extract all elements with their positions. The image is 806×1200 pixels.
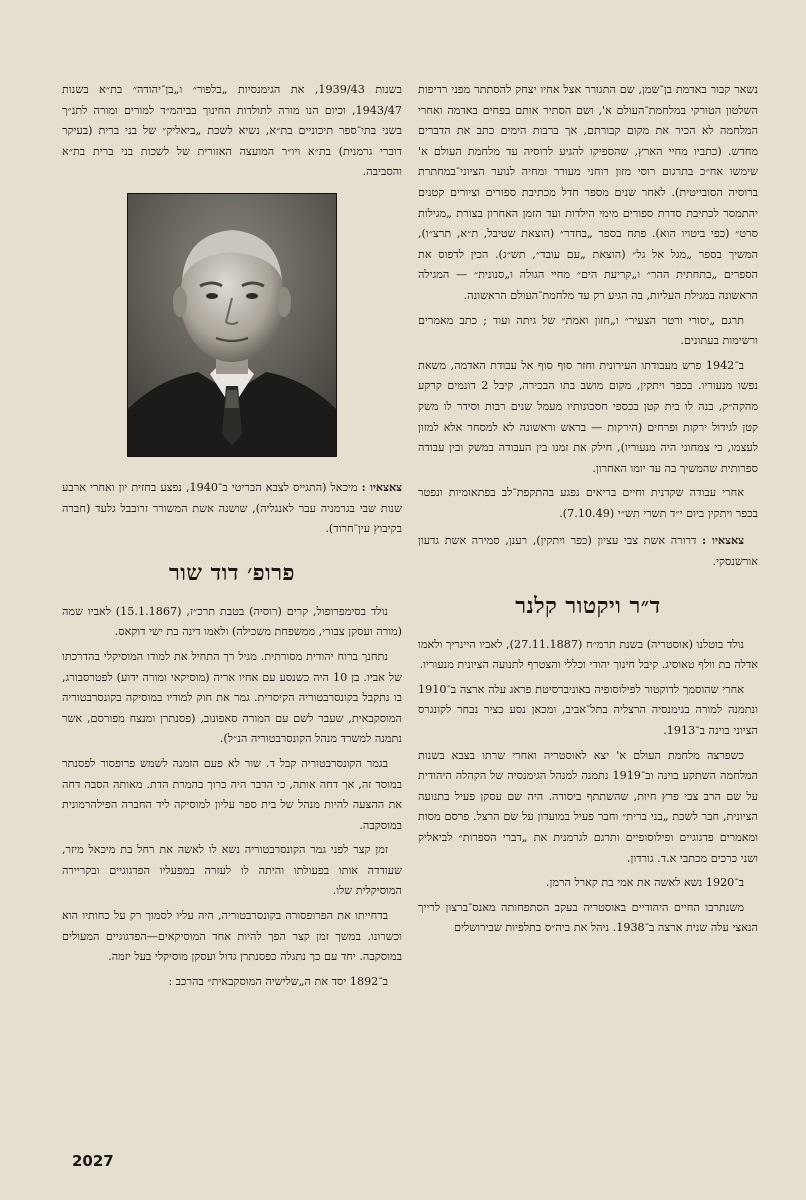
page-number: 2027 bbox=[72, 1152, 114, 1170]
paragraph: בגמר הקונסרבטוריה קבל ד. שור לא פעם הזמנה לשמש פרופסור לפסנתר במוסד זה, אך דחה אותה, כי הדבר היה כרוך בהמרת הדת. מאותה הסבה דחה את ההצעה להיות מנהל של בית ספר עליון למוסיקה ליד החברה הפילהרמונית במוסקבה. bbox=[62, 756, 402, 832]
paragraph: זמן קצר לפני גמר הקונסרבטוריה נשא לו לאשה את רחל בת מיכאל מיזר, שעודדה אותו בפעולתו והיתה לו לעזרה במפעליו הפדגוגיים ובקריירה המוסיקלית שלו. bbox=[62, 843, 402, 898]
descendants-text: מיכאל (התגייס לצבא הבריטי ב־1940, נפצע בחזית יון ואחרי ארבע שנות שבי בגרמניה עבר לאנגליה), שושנה אשת המשורר זרובבל גלעד (חברה בקיבוץ עין־חרוד). bbox=[62, 480, 402, 536]
photo-caption bbox=[62, 477, 402, 540]
right-column bbox=[418, 80, 758, 943]
paragraph: אחרי עבודה שקדנית וחיים בריאים נפגע בהתקפת־לב בפתאומיות ונפטר בכפר ויתקין ביום י״ד תשרי תש״י (7.10.49). bbox=[418, 486, 758, 520]
section-title: ד״ר ויקטור קלנר bbox=[515, 592, 661, 619]
paragraph: ב־1892 יסד את ה„שלישיה המוסקבאית״ בהרכב : bbox=[168, 974, 388, 988]
descendants-label: צאצאיו : bbox=[361, 479, 402, 494]
paragraph: ב־1942 פרש מעבודתו העירונית וחזר סוף סוף אל עבודת האדמה, משאת נפשו מנעוריו. בכפר ויתקין, מקום מושב בתו הבכירה, קיבל 2 דונמים קרקע מהקה״ק, בנה לו בית קטן בכספי חסכונותיו מעמל שנים רבות וסידר לו משק קטן לגידול ירקות ופרחים (הירקות — בראש וראשונה לא למסחר אלא למזון לעצמו, כי צמחוני היה מנעוריו), חילק את זמנו בין העבודה במשק ובין עבודה ספרותית שהמשיך בה עד יומו האחרון. bbox=[418, 358, 758, 475]
paragraph: כשפרצה מלחמת העולם א' יצא לאוסטריה ואחרי שרתו בצבא בשנות המלחמה השתקע בוינה וב־1919 נתמנה למנהל הגימנסיה של הקהלה היהודית על שם הרב צבי פרץ חיות, שהשתתף ביסודה. היה שם עסקן פעיל בתנועה הציונית, חבר לשכת „בני ברית״ וחבר פעיל במועדון על שם הרצל. פרסם מסות ומאמרים פדגוגיים ופילוסופיים ותרגם לגרמנית את „דברי הספרות״ לביאליק ושני כרכים מכתבי א.ד. גורדון. bbox=[418, 748, 758, 865]
paragraph: משנתרבו החיים היהודיים באוסטריה בעקב הסתפחותה מאנס־ברצון לרייך הנאצי עלה שנית ארצה ב־1938. ניהל את ביה״ס בתלפיות שבירושלים bbox=[418, 900, 758, 935]
section-title: פרופ׳ דוד שור bbox=[168, 559, 296, 586]
paragraph: נתחנך ברוח יהודית מסורתית. מגיל רך התחיל את למודו המוסיקלי בהדרכתו של אביו. בן 10 היה כשנסע עם אחיו אריה (מוסיקאי ומורה ידוע) לפטרסבורג, בו נתקבל בקונסרבטוריה הקיסרית. גמר את חוק למודיו במוסיקה בקונסרבטוריה המוסקבאית, שעבר לשם עם המורה סאפונוב, (פסנתרן ומנצח מפורסם, אשר נתמנה למשרד מנהל הקונסרבטוריה הנ״ל). bbox=[62, 649, 402, 746]
paragraph: תרגם „יסורי ורטר הצעיר״ ו„חזון ואמת״ של גיתה ועוד ; כתב מאמרים ורשימות בעתונים. bbox=[418, 313, 758, 348]
left-column bbox=[62, 80, 402, 996]
paragraph: בדחייתו את הפרופסורה בקונסרבטוריה, היה עליו לסמוך רק על כחותיו הוא וכשרונו. במשך זמן קצר הפך להיות אחד המוסיקאים—הפדגוגיים המעולים במוסקבה. יחד עם כך נתגלה כפסנתרן גדול ועסקן מוסיקלי בעל יזמה. bbox=[62, 909, 402, 964]
portrait-photo bbox=[127, 193, 337, 457]
descendants-label: צאצאיו : bbox=[702, 533, 744, 548]
paragraph: נשאר קבור באדמת בן־שמן, שם התגורר אצל אחיו יצחק להסתתר מפני רדיפות השלטון הטורקי במלחמת־העולם א', ושם הסתיר אותם בפחים באדמה ואחרי המלחמה לא הכיר את מקום קבורתם, אך ברבות הימים כתב את הדברים מחדש. (כתביו מחיי הארץ, שהספיקו להגיע לרוסיה עד מלחמת העולם א' שימשו אח״כ בתרגום רוסי מזון רוחני מעורר ומחיה לנוער הציוני־במחתרת ברוסיה הסובייטית). לאחר שנים מספר חדל מכתיבת ספורים וציורים קטנים יהתמסר לכתיבת סדרת ספורים מימי הילדות ועד הזמן האחרון בצורת „מגילות סרט״ (כפי ביטויו הוא). פתח בספר „בחדר״ (הוצאת שטיבל, ת״א, תרצ״ו), המשיך בספר „מגל אל גל״ (הוצאת „עם עובד״, תש״ג). הכין לדפוס את הספרים „בתחתית ההר״ ו„קריעת הים״ מחיי הגולה ו„סנונית״ — המגילה הראשונה במגילת העליות, בה הגיע רק עד מלחמת־העולם הראשונה. bbox=[418, 83, 758, 302]
paragraph: בשנות 1939/43, את הגימנסיות „בלפור״ ו„בן־יהודה״ בת״א בשנות 1943/47, וכיום הנו מורה לתולדות החינוך בביהמ״ד למורים ומורה לתנ״ך בשני בתי־ספר תיכוניים בת״א, נשיא לשכת „ביאליק״ של בני ברית (בעיקר דוברי גרמנית) בת״א ויו״ר המועצה האזורית של לשכות בני ברית בת״א והסביבה. bbox=[62, 83, 402, 179]
paragraph: נולד בסימפרופול, קרים (רוסיה) בטבת תרכ״ז, (15.1.1867) לאביו שמה (מורה ועסקן צבורי, ממשפחת משכילה) ולאמו דינה בת ישי דוקאס. bbox=[62, 604, 402, 639]
descendants-note bbox=[418, 530, 758, 572]
paragraph: ב־1920 נשא לאשה את אמי בת קארל הרמן. bbox=[545, 876, 744, 890]
paragraph: אחרי שהוסמך לדוקטור לפילוסופיה באוניברסיטת פראג עלה ארצה ב־1910 ונתמנה למורה בגימנסיה הרצליה בתל־אביב, ומכאן נסע כציר נבחר לקונגרס הציוני בוינה ב־1913. bbox=[418, 682, 758, 738]
paragraph: נולד בוטלנו (אוסטריה) בשנת תרמ״ח (27.11.1887), לאביו היינריך ולאמו אדלה בת וולף טאוסיג. קיבל חינוך יהודי וכללי והצטרף לתנועה הציונית מנעוריו. bbox=[418, 637, 758, 672]
portrait-image bbox=[128, 194, 336, 456]
descendants-text: דרורה אשת צבי עציון (כפר ויתקין), רענן, סמירה אשת גדעון אורשנסקי. bbox=[418, 534, 758, 569]
